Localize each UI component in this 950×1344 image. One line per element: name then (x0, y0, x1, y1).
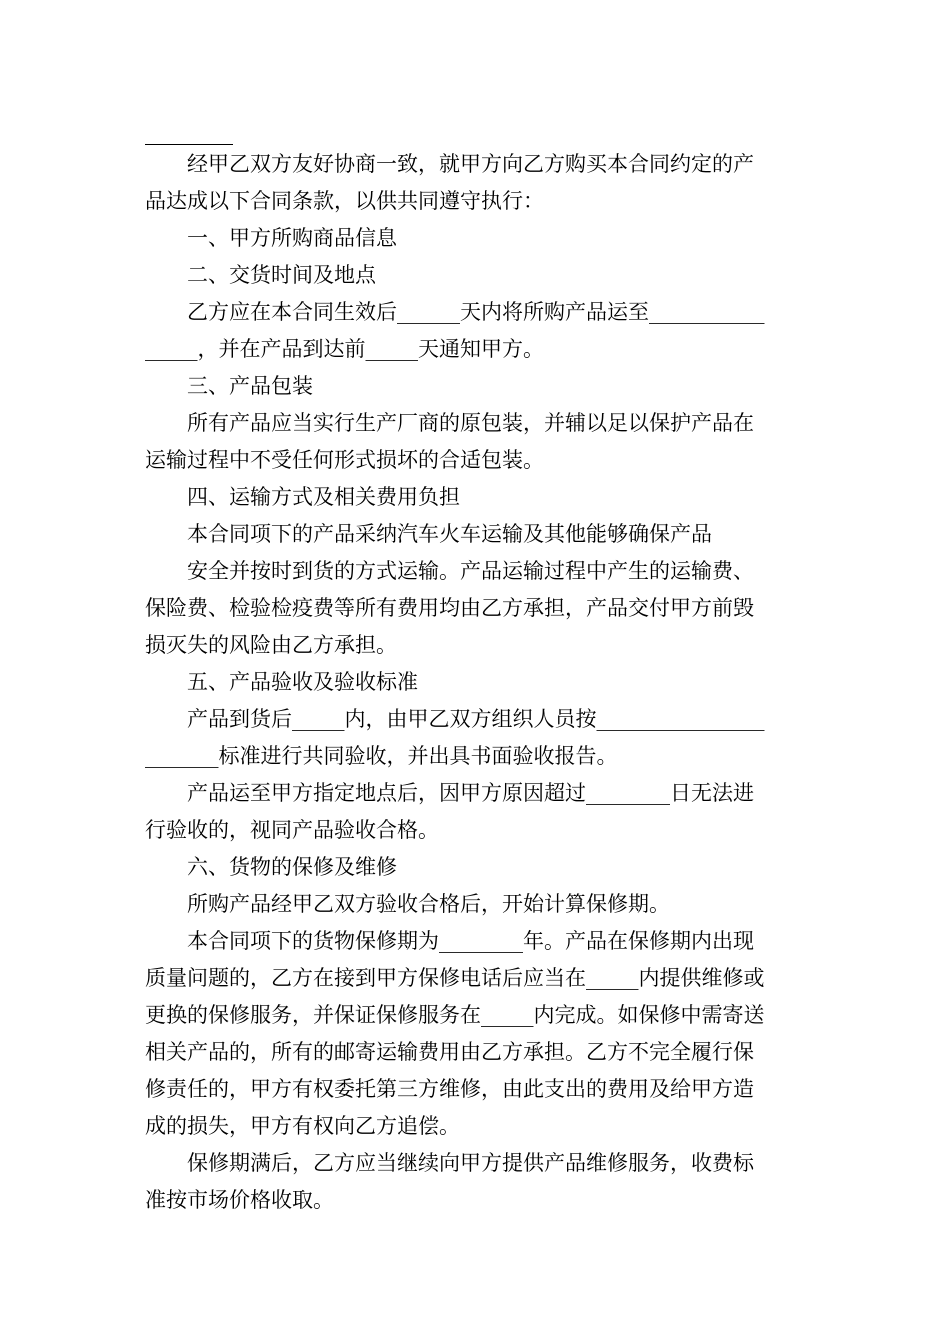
document-body (145, 146, 810, 1219)
text-line: 本合同项下的产品采纳汽车火车运输及其他能够确保产品 (187, 522, 712, 546)
text-line: 四、运输方式及相关费用负担 (187, 485, 460, 509)
text-line: _____，并在产品到达前_____天通知甲方。 (145, 337, 544, 361)
text-line: 准按市场价格收取。 (145, 1188, 334, 1212)
text-line: 行验收的，视同产品验收合格。 (145, 818, 439, 842)
text-line: 损灭失的风险由乙方承担。 (145, 633, 397, 657)
text-line: 产品运至甲方指定地点后，因甲方原因超过________日无法进 (187, 781, 754, 805)
top-blank-underline (145, 120, 810, 146)
text-line: 经甲乙双方友好协商一致，就甲方向乙方购买本合同约定的产 (187, 152, 754, 176)
text-line: 乙方应在本合同生效后______天内将所购产品运至___________ (187, 300, 765, 324)
text-line: 一、甲方所购商品信息 (187, 226, 397, 250)
text-line: 修责任的，甲方有权委托第三方维修，由此支出的费用及给甲方造 (145, 1077, 754, 1101)
text-line: 所购产品经甲乙双方验收合格后，开始计算保修期。 (187, 892, 670, 916)
text-line: 所有产品应当实行生产厂商的原包装，并辅以足以保护产品在 (187, 411, 754, 435)
text-line: 质量问题的，乙方在接到甲方保修电话后应当在_____内提供维修或 (145, 966, 765, 990)
text-line: 运输过程中不受任何形式损坏的合适包装。 (145, 448, 544, 472)
text-line: 相关产品的，所有的邮寄运输费用由乙方承担。乙方不完全履行保 (145, 1040, 754, 1064)
underline-rule (145, 144, 233, 145)
text-line: 安全并按时到货的方式运输。产品运输过程中产生的运输费、 (187, 559, 754, 583)
text-line: 五、产品验收及验收标准 (187, 670, 418, 694)
text-line: 三、产品包装 (187, 374, 313, 398)
text-line: 保险费、检验检疫费等所有费用均由乙方承担，产品交付甲方前毁 (145, 596, 754, 620)
text-line: 更换的保修服务，并保证保修服务在_____内完成。如保修中需寄送 (145, 1003, 765, 1027)
text-line: 保修期满后，乙方应当继续向甲方提供产品维修服务，收费标 (187, 1151, 754, 1175)
text-line: 本合同项下的货物保修期为________年。产品在保修期内出现 (187, 929, 754, 953)
text-line: 六、货物的保修及维修 (187, 855, 397, 879)
document-page (145, 120, 810, 1219)
text-line: _______标准进行共同验收，并出具书面验收报告。 (145, 744, 618, 768)
text-line: 成的损失，甲方有权向乙方追偿。 (145, 1114, 460, 1138)
text-line: 品达成以下合同条款，以供共同遵守执行： (145, 189, 544, 213)
text-line: 二、交货时间及地点 (187, 263, 376, 287)
text-line: 产品到货后_____内，由甲乙双方组织人员按________________ (187, 707, 765, 731)
